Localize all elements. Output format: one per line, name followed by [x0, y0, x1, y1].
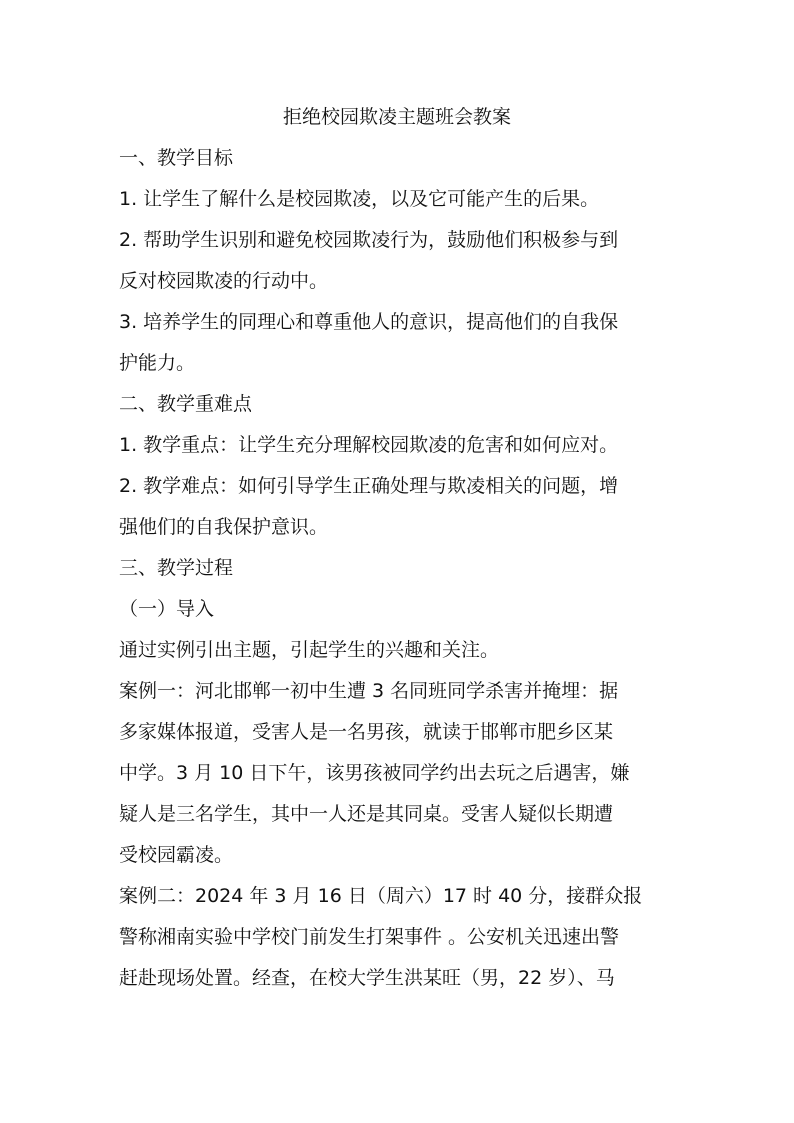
- paragraph-line: 受校园霸凌。: [119, 844, 234, 866]
- paragraph-line: 反对校园欺凌的行动中。: [119, 270, 329, 292]
- paragraph-line: 通过实例引出主题，引起学生的兴趣和关注。: [119, 639, 500, 661]
- section-heading-process: 三、教学过程: [119, 557, 234, 579]
- paragraph-line: 案例二：2024 年 3 月 16 日（周六）17 时 40 分，接群众报: [119, 885, 643, 907]
- paragraph-line: 多家媒体报道，受害人是一名男孩，就读于邯郸市肥乡区某: [119, 721, 614, 743]
- paragraph-line: 1. 教学重点：让学生充分理解校园欺凌的危害和如何应对。: [119, 434, 619, 456]
- paragraph-line: 疑人是三名学生，其中一人还是其同桌。受害人疑似长期遭: [119, 803, 614, 825]
- paragraph-line: 中学。3 月 10 日下午，该男孩被同学约出去玩之后遇害，嫌: [119, 762, 630, 784]
- subsection-heading-intro: （一）导入: [119, 598, 215, 620]
- page-title: 拒绝校园欺凌主题班会教案: [282, 106, 511, 128]
- paragraph-line: 1. 让学生了解什么是校园欺凌，以及它可能产生的后果。: [119, 188, 600, 210]
- paragraph-line: 赶赴现场处置。经查，在校大学生洪某旺（男，22 岁）、马: [119, 967, 615, 989]
- paragraph-line: 强他们的自我保护意识。: [119, 516, 329, 538]
- section-heading-objectives: 一、教学目标: [119, 147, 234, 169]
- paragraph-line: 案例一：河北邯郸一初中生遭 3 名同班同学杀害并掩埋：据: [119, 680, 619, 702]
- paragraph-line: 2. 帮助学生识别和避免校园欺凌行为，鼓励他们积极参与到: [119, 229, 619, 251]
- paragraph-line: 护能力。: [119, 352, 196, 374]
- section-heading-key-points: 二、教学重难点: [119, 393, 253, 415]
- paragraph-line: 3. 培养学生的同理心和尊重他人的意识，提高他们的自我保: [119, 311, 619, 333]
- paragraph-line: 2. 教学难点：如何引导学生正确处理与欺凌相关的问题，增: [119, 475, 619, 497]
- paragraph-line: 警称湘南实验中学校门前发生打架事件 。公安机关迅速出警: [119, 926, 620, 948]
- document-body: [119, 145, 694, 991]
